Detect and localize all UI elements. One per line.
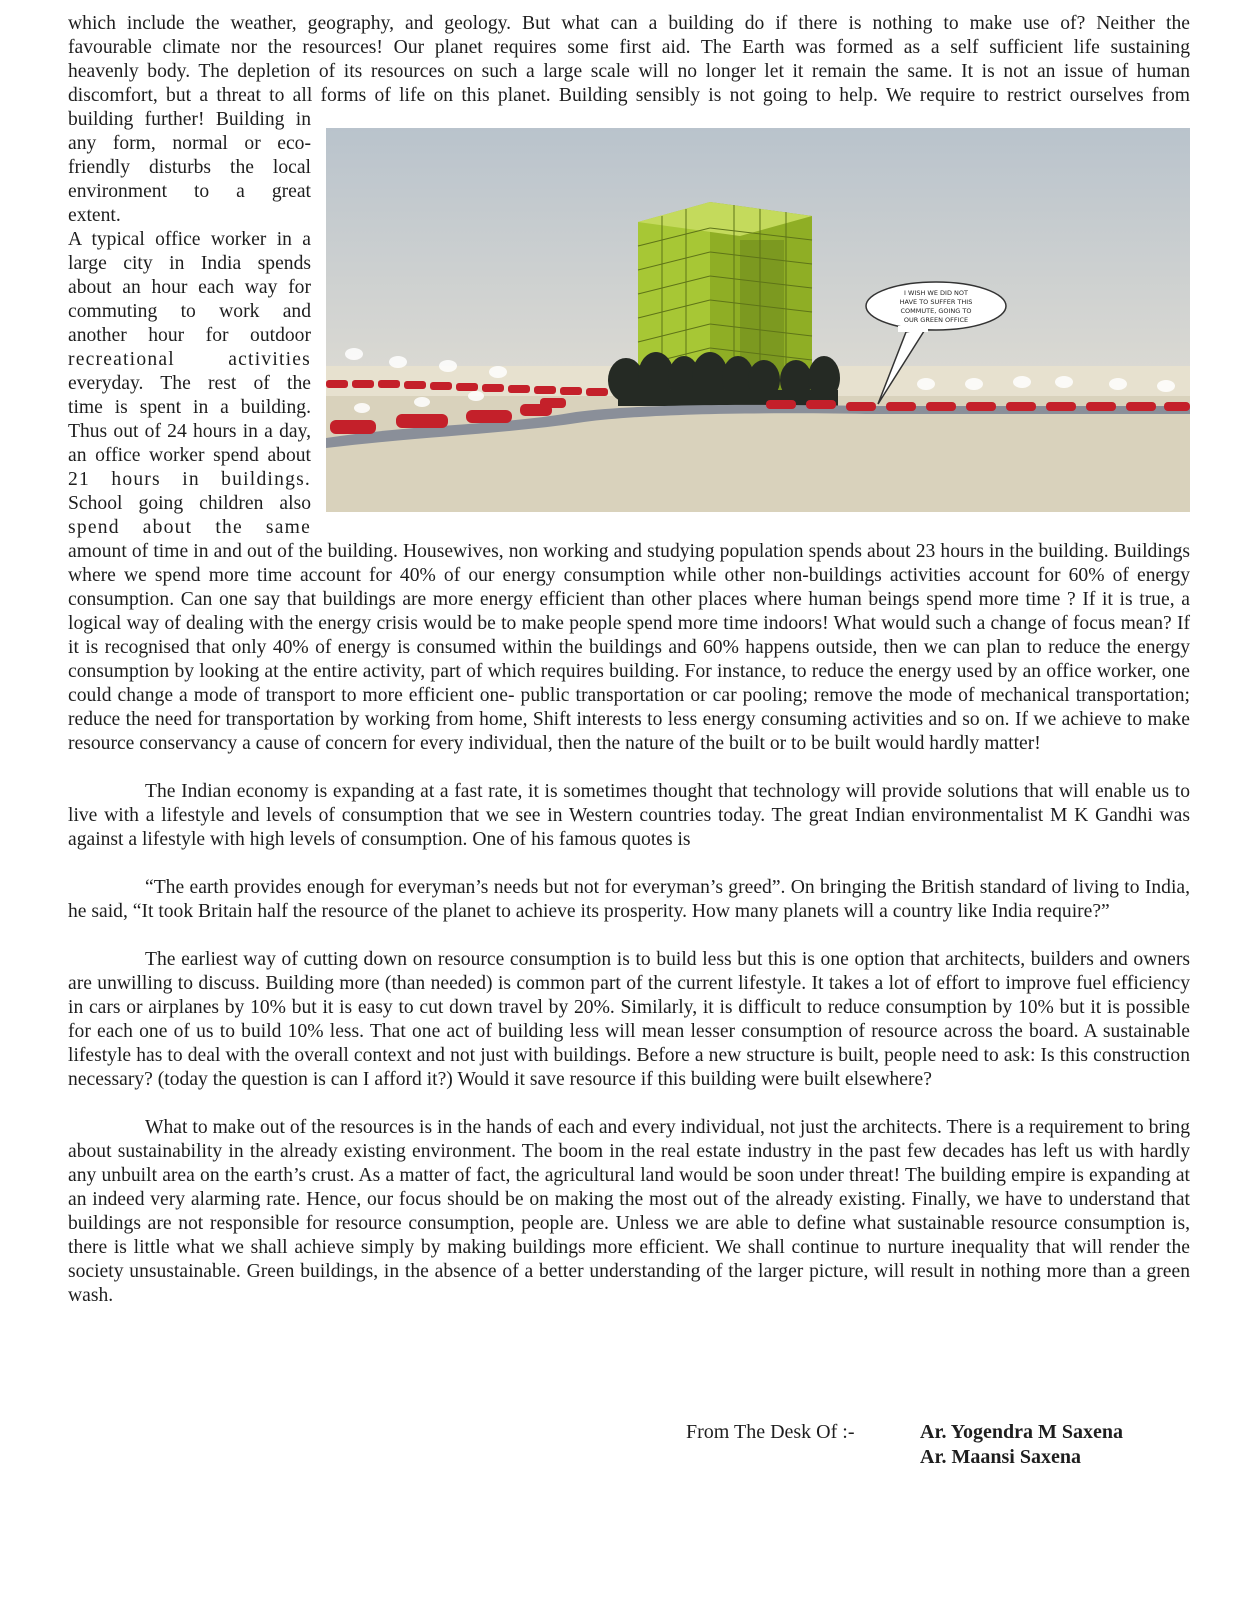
side-line: 21 hours in buildings. (68, 469, 311, 490)
speech-line: COMMUTE, GOING TO (900, 307, 972, 315)
author-name: Ar. Yogendra M Saxena (920, 1421, 1123, 1443)
side-line: extent. (68, 205, 121, 226)
side-line: spend about the same (68, 517, 311, 538)
body-paragraph: The Indian economy is expanding at a fast rate, it is sometimes thought that technology will provide solutions that will enable us to live with a lifestyle and levels of consumption that we see in Western countries today. The great Indian environmentalist M K Gandhi was against a lifestyle with high levels of consumption. One of his famous quotes is (68, 781, 1190, 850)
speech-line: HAVE TO SUFFER THIS (899, 298, 973, 306)
author-names (920, 1420, 1123, 1470)
body-paragraph: amount of time in and out of the building. Housewives, non working and studying population spends about 23 hours in the building. Buildings where we spend more time account for 40% of our energy consumption while other non-buildings activities account for 60% of energy consumption. Can one say that buildings are more energy efficient than other places where human beings spend more time ? If it is true, a logical way of dealing with the energy crisis would be to make people spend more time indoors! What would such a change of focus mean? If it is recognised that only 40% of energy is consumed within the buildings and 60% happens outside, then we can plan to reduce the energy consumption by looking at the entire activity, part of which requires building. For instance, to reduce the energy used by an office worker, one could change a mode of transport to more efficient one- public transportation or car pooling; remove the mode of mechanical transportation; reduce the need for transportation by working from home, Shift interests to less energy consuming activities and so on. If we achieve to make resource conservancy a cause of concern for every individual, then the nature of the built or to be built would hardly matter! (68, 541, 1190, 754)
side-line: everyday. The rest of the (68, 373, 311, 394)
author-name: Ar. Maansi Saxena (920, 1446, 1081, 1468)
side-line: any form, normal or eco- (68, 133, 311, 154)
side-line: another hour for outdoor (68, 325, 311, 346)
side-line: environment to a great (68, 181, 311, 202)
signature-block (68, 1420, 1190, 1476)
body-paragraph: What to make out of the resources is in the hands of each and every individual, not just the architects. There is a requirement to bring about sustainability in the already existing environment. The boom in the real estate industry in the past few decades has left us with hardly any unbuilt area on the earth’s crust. As a matter of fact, the agricultural land would be soon under threat! The building empire is expanding at an indeed very alarming rate. Hence, our focus should be on making the most out of the already existing. Finally, we have to understand that buildings are not responsible for resource consumption, people are. Unless we are able to define what sustainable resource consumption is, there is little what we shall achieve simply by making buildings more efficient. We shall continue to nurture inequality that will render the society unsustainable. Green buildings, in the absence of a better understanding of the larger picture, will result in nothing more than a green wash. (68, 1117, 1190, 1306)
intro-line: which include the weather, geography, and geology. But what can a building do if there is nothing to make use of? Neither the (68, 13, 1190, 34)
intro-line: discomfort, but a threat to all forms of life on this planet. Building sensibly is not going to help. We require to restrict ourselves from (68, 85, 1190, 106)
gandhi-quote-paragraph: “The earth provides enough for everyman’s needs but not for everyman’s greed”. On bringing the British standard of living to India, he said, “It took Britain half the resource of the planet to achieve its prosperity. How many planets will a country like India require?” (68, 877, 1190, 922)
green-office-illustration (326, 128, 1190, 512)
side-line: about an hour each way for (68, 277, 311, 298)
intro-line: favourable climate nor the resources! Our planet requires some first aid. The Earth was formed as a self sufficient life sustaining (68, 37, 1190, 58)
signature-label: From The Desk Of :- (686, 1421, 855, 1443)
side-line: friendly disturbs the local (68, 157, 311, 178)
side-line: Thus out of 24 hours in a day, (68, 421, 311, 442)
side-line: large city in India spends (68, 253, 311, 274)
speech-line: OUR GREEN OFFICE (903, 316, 969, 324)
side-line: building further! Building in (68, 109, 311, 130)
side-line: time is spent in a building. (68, 397, 311, 418)
side-column (68, 108, 311, 540)
speech-line: I WISH WE DID NOT (904, 289, 968, 297)
body-paragraph: The earliest way of cutting down on resource consumption is to build less but this is one option that architects, builders and owners are unwilling to discuss. Building more (than needed) is common part of the current lifestyle. It takes a lot of effort to improve fuel efficiency in cars or airplanes by 10% but it is easy to cut down travel by 20%. Similarly, it is difficult to reduce consumption by 10% but it is possible for each one of us to build 10% less. That one act of building less will mean lesser consumption of resource across the board. A sustainable lifestyle has to deal with the overall context and not just with buildings. Before a new structure is built, people need to ask: Is this construction necessary? (today the question is can I afford it?) Would it save resource if this building were built elsewhere? (68, 949, 1190, 1090)
side-line: School going children also (68, 493, 311, 514)
side-line: an office worker spend about (68, 445, 311, 466)
article (68, 12, 1190, 1468)
side-line: recreational activities (68, 349, 311, 370)
side-line: A typical office worker in a (68, 229, 311, 250)
side-line: commuting to work and (68, 301, 311, 322)
intro-line: heavenly body. The depletion of its resources on such a large scale will no longer let it remain the same. It is not an issue of human (68, 61, 1190, 82)
